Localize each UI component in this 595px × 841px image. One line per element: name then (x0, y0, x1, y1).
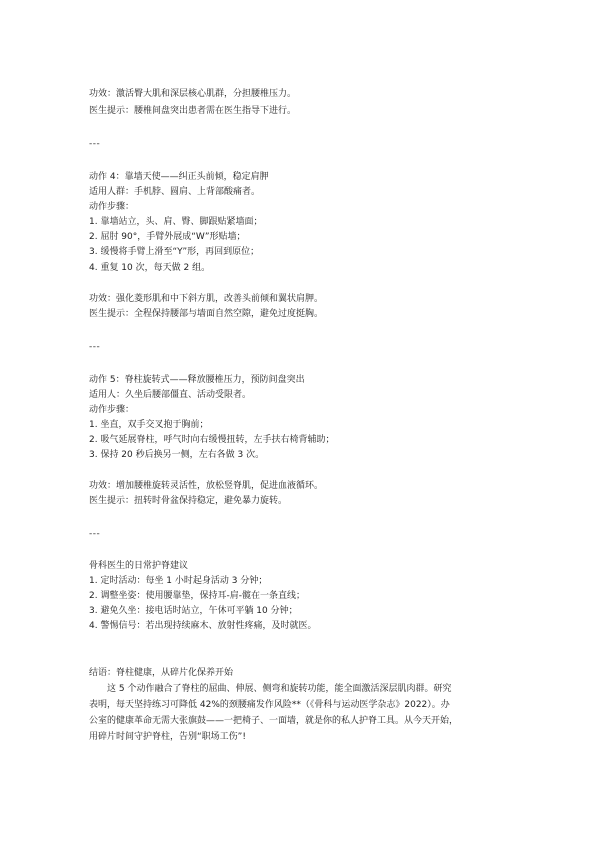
separator-3: --- (89, 529, 101, 539)
conclusion-title: 结语：脊柱健康，从碎片化保养开始 (89, 668, 234, 678)
advice-item-3: 3. 避免久坐：接电话时站立，午休可平躺 10 分钟； (89, 606, 298, 616)
move5-step-3: 3. 保持 20 秒后换另一侧，左右各做 3 次。 (89, 450, 265, 460)
move5-step-1: 1. 坐直，双手交叉抱于胸前； (89, 420, 209, 430)
move4-title: 动作 4：靠墙天使——纠正头前倾，稳定肩胛 (89, 172, 269, 182)
move4-step-1: 1. 靠墙站立，头、肩、臀、脚跟贴紧墙面； (89, 217, 263, 227)
move5-tip-text: 医生提示：扭转时骨盆保持稳定，避免暴力旋转。 (89, 496, 288, 506)
move5-step-2: 2. 吸气延展脊柱，呼气时向右缓慢扭转，左手扶右椅背辅助； (89, 435, 335, 445)
prev-effect-text: 功效：激活臀大肌和深层核心肌群，分担腰椎压力。 (89, 89, 297, 99)
separator-2: --- (89, 342, 101, 352)
move4-tip-text: 医生提示：全程保持腰部与墙面自然空隙，避免过度挺胸。 (89, 309, 324, 319)
move5-effect-text: 功效：增加腰椎旋转灵活性，放松竖脊肌，促进血液循环。 (89, 481, 324, 491)
advice-title: 骨科医生的日常护脊建议 (89, 561, 189, 571)
move5-title: 动作 5：脊柱旋转式——释放腰椎压力，预防间盘突出 (89, 375, 305, 385)
move5-steps-label: 动作步骤： (89, 405, 135, 415)
conclusion-line-2: 表明，每天坚持练习可降低 42%的颈腰痛发作风险**（《骨科与运动医学杂志》2022）。办 (89, 700, 450, 710)
advice-item-1: 1. 定时活动：每坐 1 小时起身活动 3 分钟； (89, 576, 268, 586)
advice-item-4: 4. 警惕信号：若出现持续麻木、放射性疼痛，及时就医。 (89, 621, 317, 631)
move4-step-3: 3. 缓慢将手臂上滑至“Y”形，再回到原位； (89, 247, 260, 257)
move4-audience: 适用人群：手机脖、圆肩、上背部酸痛者。 (89, 187, 261, 197)
move4-effect-text: 功效：强化菱形肌和中下斜方肌，改善头前倾和翼状肩胛。 (89, 294, 324, 304)
prev-tip-text: 医生提示：腰椎间盘突出患者需在医生指导下进行。 (89, 106, 297, 116)
move4-steps-label: 动作步骤： (89, 202, 135, 212)
move4-step-2: 2. 屈肘 90°，手臂外展成“W”形贴墙； (89, 232, 246, 242)
conclusion-line-1: 这 5 个动作融合了脊柱的屈曲、伸展、侧弯和旋转功能，能全面激活深层肌肉群。研究 (107, 684, 452, 694)
conclusion-line-4: 用碎片时间守护脊柱，告别“职场工伤”! (89, 732, 246, 742)
separator-1: --- (89, 139, 101, 149)
move5-audience: 适用人：久坐后腰部僵直、活动受限者。 (89, 390, 252, 400)
conclusion-line-3: 公室的健康革命无需大张旗鼓——一把椅子、一面墙，就是你的私人护脊工具。从今天开始， (89, 716, 459, 726)
move4-step-4: 4. 重复 10 次，每天做 2 组。 (89, 263, 211, 273)
advice-item-2: 2. 调整坐姿：使用腰靠垫，保持耳-肩-髋在一条直线； (89, 591, 305, 601)
